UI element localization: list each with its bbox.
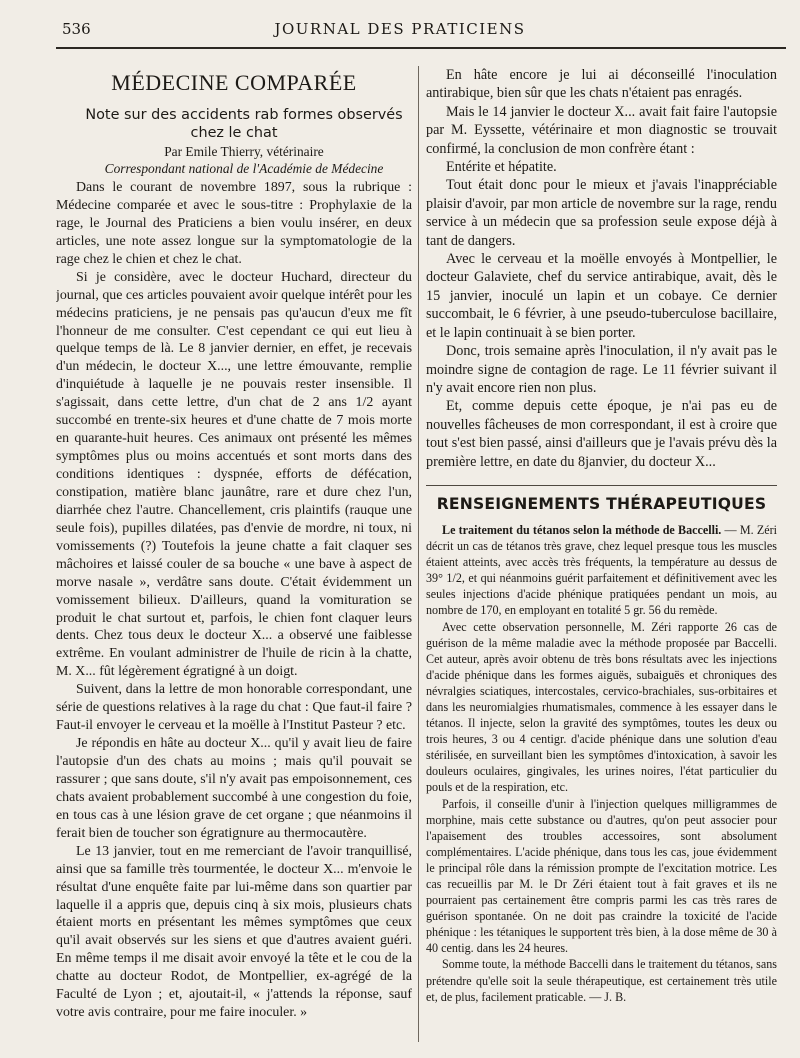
note-paragraph-10: Avec le cerveau et la moëlle envoyés à Montpellier, le docteur Galaviete, chef du service antirabique, avait, dès le 15 janvier, inoculé un lapin et un cobaye. Ce dernier succombait, le 6 février, à une pseudo-tuberculose bacillaire, et le lapin continuait à se bien porter. <box>426 251 777 341</box>
note-paragraph-11: Donc, trois semaine après l'inoculation, il n'y avait pas le moindre signe de contagion de rage. Le 11 février suivant il n'y avait encore rien non plus. <box>426 343 777 396</box>
article-title: Le traitement du tétanos selon la méthode de Baccelli. <box>442 522 722 537</box>
note-paragraph-1: Dans le courant de novembre 1897, sous la rubrique : Médecine comparée et avec le sous-titre : Prophylaxie de la rage, le Journal des Praticiens a bien voulu insérer, en deux articles, une note assez longue sur la symptomatologie de la rage chez le chien et chez le chat. <box>56 180 412 267</box>
note-paragraph-8: Entérite et hépatite. <box>446 159 557 176</box>
header-rule <box>56 47 786 49</box>
note-paragraph-5: Le 13 janvier, tout en me remerciant de l'avoir tranquillisé, ainsi que sa famille très tourmentée, le docteur X... m'envoie le résultat d'une enquête faite par lui-même dans son quartier par laquelle il a appris que, depuis cinq à six mois, plusieurs chats étaient morts en présentant les mêmes symptômes que ceux qu'il avait observés sur les siens et que d'autres avaient guéri. En même temps il me disait avoir envoyé la tête et le cou de la chatte au docteur Rodot, de Montpellier, ex-agrégé de la Faculté de Lyon ; et, ajoutait-il, « j'attends la réponse, sauf votre avis contraire, pour me faire inoculer. » <box>56 843 412 1021</box>
note-paragraph-12: Et, comme depuis cette époque, je n'ai pas eu de nouvelles fâcheuses de mon correspondant, il est à croire que tout s'est bien passé, ainsi d'ailleurs que je l'avais prévu dès la première lettre, en date du 8janvier, du docteur X... <box>426 398 777 470</box>
section-title: MÉDECINE COMPARÉE <box>111 70 357 95</box>
article-lead-text: — M. Zéri décrit un cas de tétanos très grave, chez lequel presque tous les muscles étaient atteints, avec accès très fréquents, la température au dessus de 39° 1/2, et qui néanmoins guérit parfaitement et définitivement avec les seules injections d'acide phénique pratiquées pendant un mois, au nombre de 170, en employant en totalité 5 gr. 56 du remède. <box>426 522 777 618</box>
page-number: 536 <box>62 20 91 38</box>
renseignements-paragraph-2: Avec cette observation personnelle, M. Zéri rapporte 26 cas de guérison de la même maladie avec la méthode proposée par Baccelli. Cet auteur, après avoir obtenu de très bons résultats avec les injections d'acide phénique dans les formes aiguës, subaiguës et chroniques des névralgies sciatiques, intercostales, cervico-brachiales, sus-orbitaires et dans les neuromialgies rhumatismales, commence à les essayer dans le tétanos. Il injecte, selon la gravité des symptômes, toutes les deux ou trois heures, 3 ou 4 centigr. d'acide phénique dans une solution d'eau stérilisée, en surveillant bien les symptômes d'intoxication, à savoir les douleurs oculaires, gingivales, les urines noires, l'état particulier du pouls et de la respiration, etc. <box>426 619 777 795</box>
page-header <box>0 18 800 48</box>
journal-title: JOURNAL DES PRATICIENS <box>274 20 526 38</box>
author-affiliation: Correspondant national de l'Académie de Médecine <box>104 161 384 176</box>
right-column <box>426 66 777 1048</box>
author-byline: Par Emile Thierry, vétérinaire <box>164 144 324 159</box>
note-paragraph-2: Si je considère, avec le docteur Huchard, directeur du journal, que ces articles pouvaient avoir quelque intérêt pour les médecins praticiens, je ne pensais pas qu'aucun d'eux me fît l'honneur de me consulter. C'est cependant ce qui eut lieu à quelque temps de là. Le 8 janvier dernier, en effet, je recevais d'un médecin, le docteur X..., une lettre émouvante, remplie d'inquiétude à laquelle je ne pouvais rester insensible. Il s'agissait, dans cette lettre, d'un chat de 2 ans 1/2 ayant succombé en trente-six heures et d'une chatte de 7 mois morte en quarante-huit heures. Ces animaux ont présenté les mêmes symptômes plus ou moins accentués et sont morts dans des conditions identiques : dyspnée, efforts de défécation, constipation, matière blanc jaunâtre, rare et dure chez l'un, diarrhée chez l'autre. Chancellement, cris plaintifs (rauque une seule fois), pupilles dilatées, pas d'envie de mordre, ni toux, ni vomissements (?) Toutefois la jeune chatte a fait claquer ses mâchoires et laissé couler de sa bouche « une bave à aspect de morve nasale », verdâtre sans doute. C'était évidemment un vomissement bilieux. D'ailleurs, quand la vomituration se produit le chat surtout et, parfois, le chien font claquer leurs dents. Chez tous deux le docteur X... a observé une faiblesse extrême. En voulant administrer de l'huile de ricin à la chatte, M. X... fût légèrement égratigné à un doigt. <box>56 269 412 680</box>
left-column <box>56 66 412 1048</box>
renseignements-article <box>426 522 777 1005</box>
column-divider <box>418 66 419 1042</box>
note-paragraph-9: Tout était donc pour le mieux et j'avais l'inappréciable plaisir d'avoir, par mon article de novembre sur la rage, rendu service à un médecin que sa profession seule expose déjà à tant de dangers. <box>426 177 777 249</box>
renseignements-paragraph-3: Parfois, il conseille d'unir à l'injection quelques milligrammes de morphine, mais cette substance ou d'autres, qu'on peut associer pour l'apaisement des troubles accessoires, sont absolument complémentaires. L'acide phénique, dans tous les cas, joue évidemment le principal rôle dans la rémission prompte de l'excitation motrice. Les cas recueillis par M. le Dr Zéri étaient tout à fait graves et ils ne pourraient pas certainement être compris parmi les cas très rares de guérison spontanée. On ne doit pas craindre la toxicité de l'acide phénique : les tétaniques le supportent très bien, à la dose même de 30 à 40 centig. dans les 24 heures. <box>426 796 777 956</box>
renseignements-heading: RENSEIGNEMENTS THÉRAPEUTIQUES <box>426 485 777 514</box>
note-title: Note sur des accidents rab formes observés chez le chat <box>85 107 403 141</box>
renseignements-paragraph-4: Somme toute, la méthode Baccelli dans le traitement du tétanos, sans prétendre qu'elle soit la seule thérapeutique, est certainement très utile et, de plus, facilement praticable. — J. B. <box>426 957 777 1004</box>
renseignements-paragraph-1 <box>426 522 777 619</box>
note-paragraph-6: En hâte encore je lui ai déconseillé l'inoculation antirabique, bien sûr que les chats n'étaient pas enragés. <box>426 67 777 102</box>
note-paragraph-3: Suivent, dans la lettre de mon honorable correspondant, une série de questions relatives à la rage du chat : Que faut-il faire ? Faut-il envoyer le cerveau et la moëlle à l'Institut Pasteur ? etc. <box>56 682 412 734</box>
note-paragraph-4: Je répondis en hâte au docteur X... qu'il y avait lieu de faire l'autopsie d'un des chats au moins ; mais qu'il pouvait se rassurer ; que sans doute, s'il n'y avait pas empoisonnement, ces chats avaient probablement succombé à une congestion du foie, en tous cas à une lésion grave de cet organe ; que néanmoins il ferait bien de toucher son égratignure au thermocautère. <box>56 736 412 841</box>
note-paragraph-7: Mais le 14 janvier le docteur X... avait fait faire l'autopsie par M. Eyssette, vétérinaire et mon diagnostic se trouvait confirmé, la conclusion de mon confrère étant : <box>426 103 777 157</box>
